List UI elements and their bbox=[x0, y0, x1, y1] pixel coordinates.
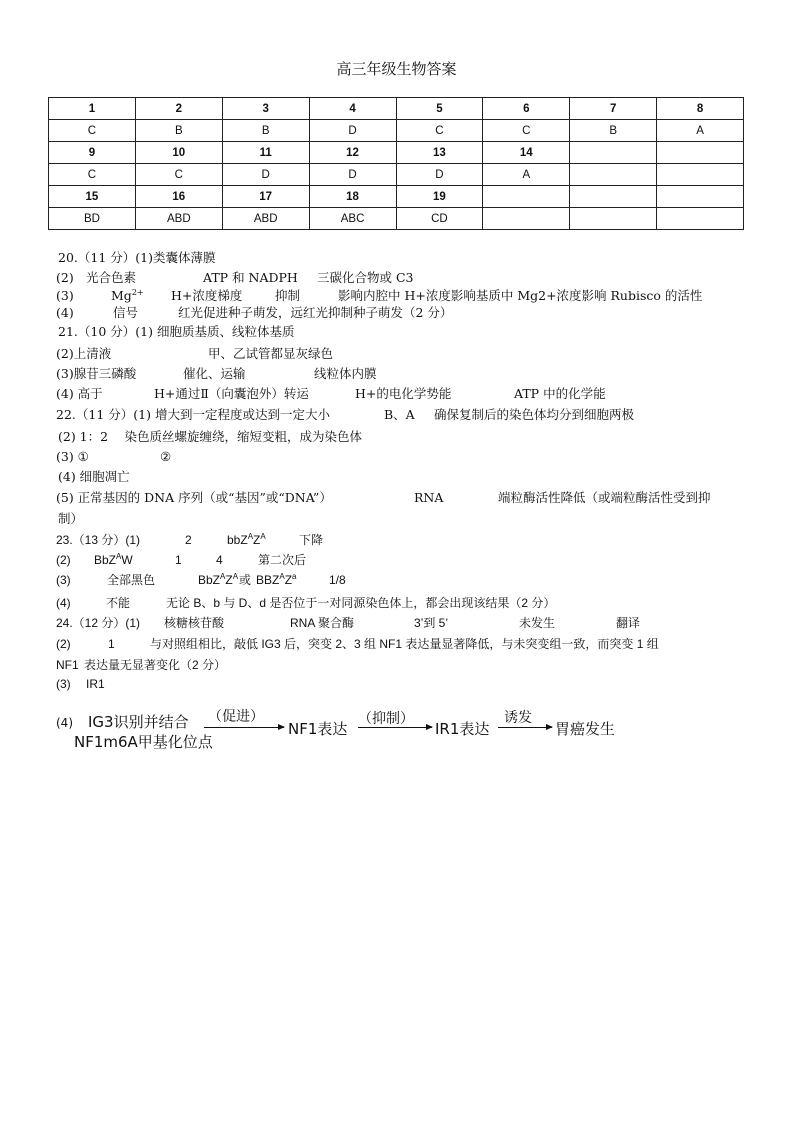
arrow-label-inhibit: （抑制） bbox=[358, 711, 414, 727]
answer-text: 线粒体内膜 bbox=[314, 366, 377, 381]
page-title: 高三年级生物答案 bbox=[336, 60, 457, 78]
table-row-question-numbers bbox=[49, 186, 744, 208]
genotype-text: $BbZ^AZ^A$ bbox=[198, 572, 239, 587]
answer-text: (2) bbox=[56, 553, 71, 567]
answer-cell: D bbox=[222, 164, 309, 186]
table-row-answers bbox=[49, 120, 744, 142]
answer-text: NF1 bbox=[56, 658, 79, 672]
question-number-cell: 13 bbox=[396, 142, 483, 164]
question-number-cell: 1 bbox=[49, 98, 136, 120]
question-number-cell: 15 bbox=[49, 186, 136, 208]
table-row-answers bbox=[49, 164, 744, 186]
mechanism-flow-diagram bbox=[58, 704, 658, 754]
answer-text: ATP 中的化学能 bbox=[514, 386, 606, 401]
table-row-question-numbers bbox=[49, 98, 744, 120]
q21-head: 21.（10 分）(1) 细胞质基质、线粒体基质 bbox=[58, 324, 295, 339]
question-number-cell: 16 bbox=[135, 186, 222, 208]
question-number-cell: 8 bbox=[657, 98, 744, 120]
q20-head: 20.（11 分）(1)类囊体薄膜 bbox=[58, 250, 216, 265]
question-number-cell: 18 bbox=[309, 186, 396, 208]
answer-text: 光合色素 bbox=[86, 270, 137, 285]
answer-text: (3)腺苷三磷酸 bbox=[56, 366, 137, 381]
question-number-cell bbox=[657, 142, 744, 164]
answer-cell: ABD bbox=[222, 208, 309, 230]
answer-cell: A bbox=[657, 120, 744, 142]
answer-cell: C bbox=[135, 164, 222, 186]
question-number-cell: 10 bbox=[135, 142, 222, 164]
answer-text: 未发生 bbox=[519, 616, 556, 630]
flow-node-nf1: NF1表达 bbox=[288, 720, 348, 738]
answer-cell: BD bbox=[49, 208, 136, 230]
answer-text: 影响内腔中 H+浓度影响基质中 Mg2+浓度影响 Rubisco 的活性 bbox=[338, 288, 703, 303]
answer-text: ② bbox=[160, 449, 172, 464]
answer-cell: B bbox=[135, 120, 222, 142]
table-row-question-numbers bbox=[49, 142, 744, 164]
answer-text: 1/8 bbox=[329, 573, 346, 587]
flow-label: (4) bbox=[56, 716, 73, 730]
answer-text: 与对照组相比，敲低 IG3 后，突变 2、3 组 NF1 表达量显著降低，与未突变组一致，而突变 1 组 bbox=[150, 637, 659, 651]
answer-text: 不能 bbox=[106, 596, 131, 610]
answer-text: (4) 高于 bbox=[56, 386, 103, 401]
flow-node-ig3-site: NF1m6A甲基化位点 bbox=[74, 733, 213, 751]
answer-text: (3) bbox=[56, 573, 71, 587]
answer-text: (4) bbox=[56, 596, 71, 610]
question-number-cell bbox=[657, 186, 744, 208]
question-number-cell: 3 bbox=[222, 98, 309, 120]
answer-text: $Mg^{2+}$ bbox=[111, 288, 144, 303]
table-row-answers bbox=[49, 208, 744, 230]
q20-sub-label: (3) bbox=[56, 288, 74, 303]
answer-cell: B bbox=[570, 120, 657, 142]
answer-cell bbox=[483, 208, 570, 230]
answer-text: 催化、运输 bbox=[183, 366, 246, 381]
answer-text: H+的电化学势能 bbox=[355, 386, 452, 401]
answer-cell: ABC bbox=[309, 208, 396, 230]
answer-text: 核糖核苷酸 bbox=[164, 616, 225, 630]
answer-text: 翻译 bbox=[616, 616, 641, 630]
question-number-cell bbox=[570, 186, 657, 208]
answer-cell: D bbox=[396, 164, 483, 186]
answer-text: H+通过Ⅱ（向囊泡外）转运 bbox=[154, 386, 309, 401]
arrow-promote bbox=[204, 727, 284, 728]
answer-text: 3’到 5’ bbox=[414, 616, 449, 630]
answer-cell: A bbox=[483, 164, 570, 186]
q20-sub-label: (4) bbox=[56, 305, 74, 320]
answer-cell: CD bbox=[396, 208, 483, 230]
answer-cell: D bbox=[309, 164, 396, 186]
answer-text: 1 bbox=[108, 637, 115, 651]
genotype-text: $BBZ^AZ^a$ bbox=[256, 572, 297, 587]
answer-text: IR1 bbox=[86, 677, 105, 691]
answer-text: 全部黑色 bbox=[107, 573, 156, 587]
question-number-cell bbox=[483, 186, 570, 208]
answer-text: (2) bbox=[56, 637, 71, 651]
answer-text: 22.（11 分）(1) 增大到一定程度或达到一定大小 bbox=[56, 407, 330, 422]
question-number-cell: 12 bbox=[309, 142, 396, 164]
answer-text: 或 bbox=[239, 573, 252, 587]
answer-text: RNA 聚合酶 bbox=[290, 616, 355, 630]
question-number-cell: 14 bbox=[483, 142, 570, 164]
answer-cell: C bbox=[396, 120, 483, 142]
question-number-cell: 17 bbox=[222, 186, 309, 208]
question-number-cell: 2 bbox=[135, 98, 222, 120]
answer-text: 表达量无显著变化（2 分） bbox=[84, 658, 227, 672]
answer-text: 端粒酶活性降低（或端粒酶活性受到抑 bbox=[498, 490, 711, 505]
q22-line4: (4) 细胞凋亡 bbox=[58, 469, 130, 484]
arrow-inhibit bbox=[358, 727, 432, 728]
flow-node-gastric-cancer: 胃癌发生 bbox=[555, 720, 616, 738]
answer-text: H+浓度梯度 bbox=[171, 288, 243, 303]
q20-sub-label: (2) bbox=[56, 270, 74, 285]
answer-text: 无论 B、b 与 D、d 是否位于一对同源染色体上，都会出现该结果（2 分） bbox=[166, 596, 556, 610]
flow-node-ir1: IR1表达 bbox=[435, 720, 490, 738]
answer-cell bbox=[570, 164, 657, 186]
arrow-label-promote: （促进） bbox=[208, 709, 264, 725]
answer-text: ATP 和 NADPH bbox=[203, 270, 298, 285]
answer-cell: ABD bbox=[135, 208, 222, 230]
genotype-text: BbZ$^A$W bbox=[94, 552, 133, 567]
question-number-cell: 7 bbox=[570, 98, 657, 120]
answer-text: 甲、乙试管都显灰绿色 bbox=[208, 346, 334, 361]
answer-text: (3) ① bbox=[56, 449, 89, 464]
question-number-cell: 9 bbox=[49, 142, 136, 164]
question-number-cell: 4 bbox=[309, 98, 396, 120]
answer-text: 4 bbox=[216, 553, 223, 567]
answer-text: 下降 bbox=[299, 533, 324, 547]
arrow-label-induce: 诱发 bbox=[504, 710, 532, 726]
answer-cell bbox=[570, 208, 657, 230]
question-number-cell bbox=[570, 142, 657, 164]
question-number-cell: 5 bbox=[396, 98, 483, 120]
answer-text: RNA bbox=[414, 490, 444, 505]
answer-text: 1 bbox=[175, 553, 182, 567]
answer-cell: B bbox=[222, 120, 309, 142]
q22-line6: 制） bbox=[58, 511, 84, 526]
answer-cell: D bbox=[309, 120, 396, 142]
answer-cell bbox=[657, 164, 744, 186]
answer-text: 第二次后 bbox=[258, 553, 307, 567]
answer-cell bbox=[657, 208, 744, 230]
arrow-induce bbox=[498, 727, 552, 728]
answer-text: 2 bbox=[185, 533, 192, 547]
answer-text: (2)上清液 bbox=[56, 346, 112, 361]
answer-text: (5) 正常基因的 DNA 序列（或“基因”或“DNA”） bbox=[56, 490, 332, 505]
answer-cell: C bbox=[49, 164, 136, 186]
answer-cell: C bbox=[49, 120, 136, 142]
q22-line2: (2) 1：2 染色质丝螺旋缠绕，缩短变粗，成为染色体 bbox=[58, 429, 363, 444]
answer-text: 24.（12 分）(1) bbox=[56, 616, 141, 630]
answer-text: 抑制 bbox=[275, 288, 301, 303]
answer-table bbox=[48, 97, 744, 230]
genotype-text: $bbZ^AZ^A$ bbox=[227, 532, 266, 547]
answer-text: (3) bbox=[56, 677, 71, 691]
answer-text: 23.（13 分）(1) bbox=[56, 533, 141, 547]
question-number-cell: 6 bbox=[483, 98, 570, 120]
question-number-cell: 19 bbox=[396, 186, 483, 208]
flow-node-ig3: IG3识别并结合 bbox=[88, 713, 189, 731]
answer-text: 信号 bbox=[113, 305, 139, 320]
answer-cell: C bbox=[483, 120, 570, 142]
answer-text: B、A bbox=[384, 407, 415, 422]
question-number-cell: 11 bbox=[222, 142, 309, 164]
answer-text: 确保复制后的染色体均分到细胞两极 bbox=[434, 407, 635, 422]
answer-text: 三碳化合物或 C3 bbox=[317, 270, 414, 285]
answer-text: 红光促进种子萌发，远红光抑制种子萌发（2 分） bbox=[178, 305, 453, 320]
